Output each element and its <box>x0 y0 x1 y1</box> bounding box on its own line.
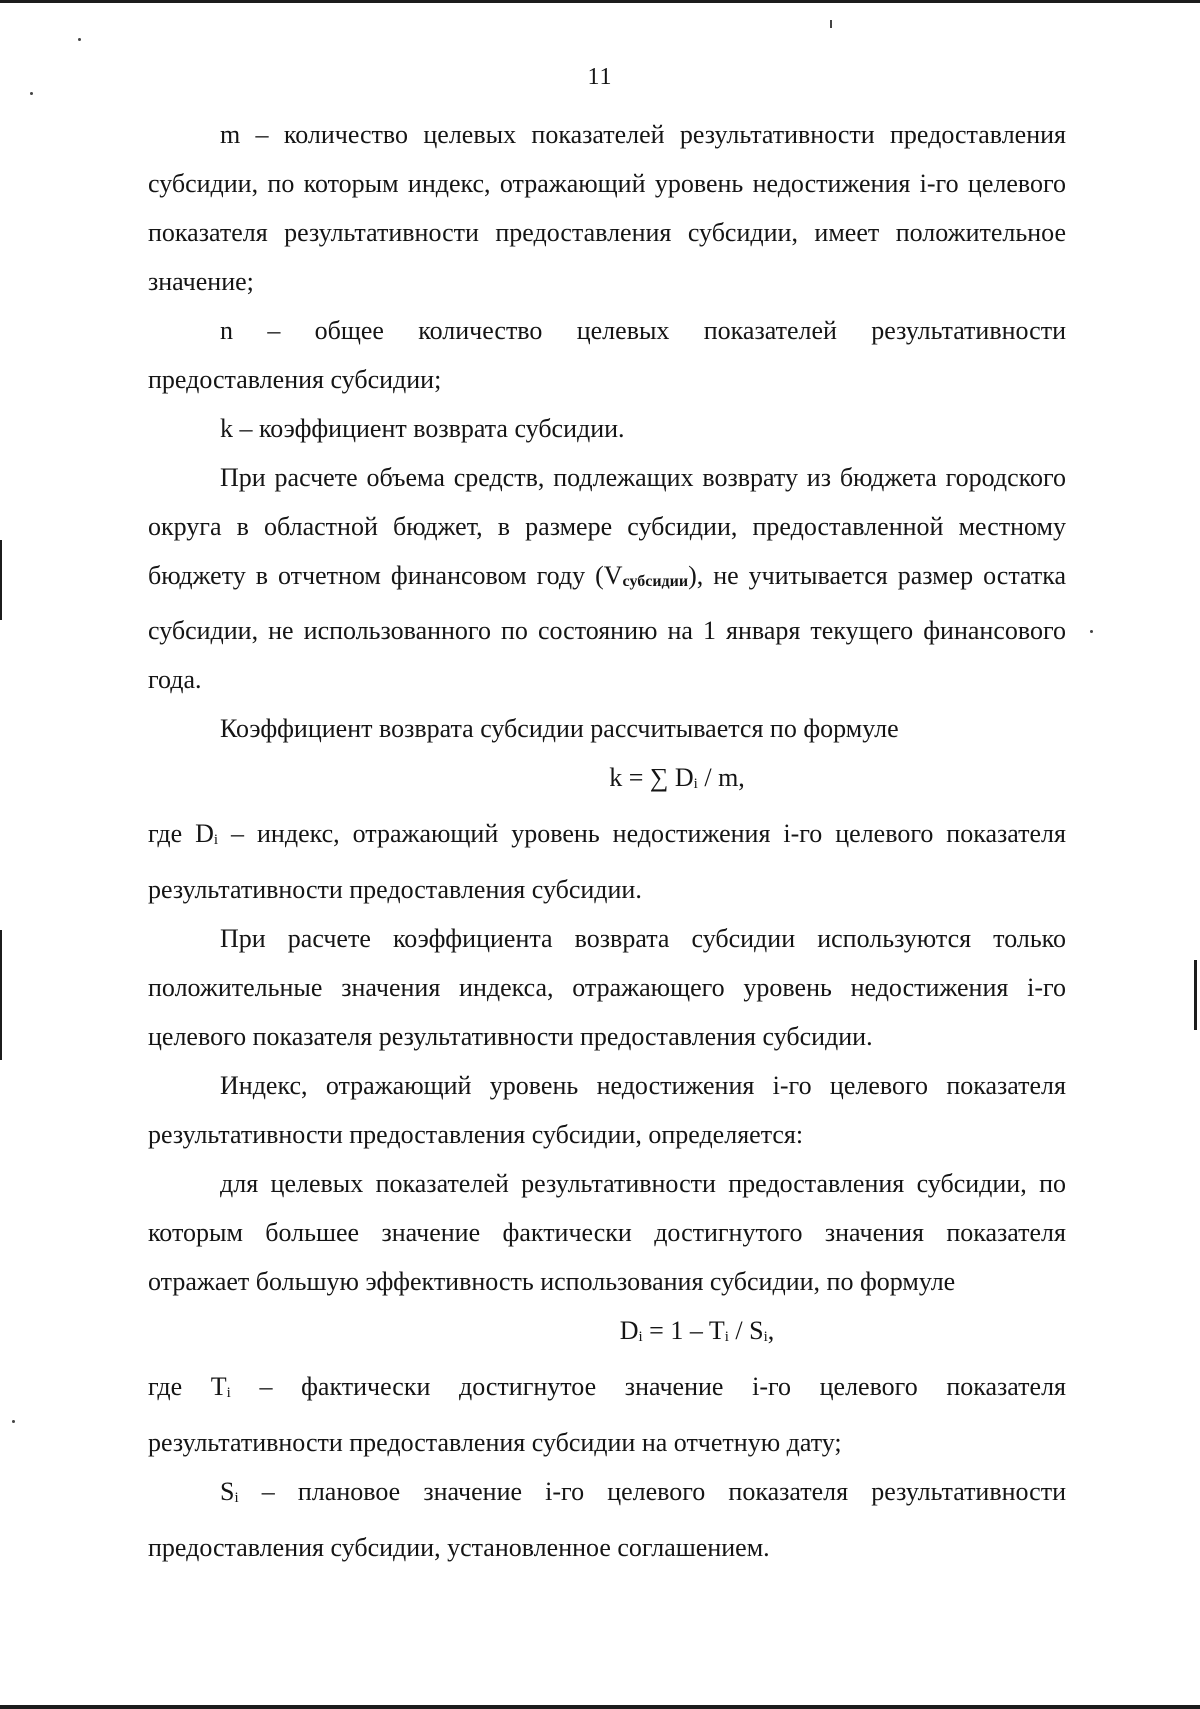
paragraph-text: где D <box>148 819 214 848</box>
paragraph-text: При расчете объема средств, подлежащих возврату из бюджета городского округа в областной бюджет, в размере субсидии, предоставленной местному бюджету в отчетном финансовом году (V <box>148 463 1066 590</box>
paragraph-text: – фактически достигнутое значение i-го целевого показателя результативности предоставления субсидии на отчетную дату; <box>148 1372 1066 1457</box>
paragraph-n-definition: n – общее количество целевых показателей результативности предоставления субсидии; <box>148 316 1066 394</box>
scan-speck <box>30 92 33 95</box>
scan-edge-left-mark-lower <box>0 930 2 1060</box>
paragraph-index-determined: Индекс, отражающий уровень недостижения i-го целевого показателя результативности предоставления субсидии, определяется: <box>148 1071 1066 1149</box>
paragraph-positive-values: При расчете коэффициента возврата субсидии используются только положительные значения индекса, отражающего уровень недостижения i-го целевого показателя результативности предоставления субсидии. <box>148 924 1066 1051</box>
document-body <box>148 110 1066 1572</box>
formula-k <box>148 753 1066 809</box>
paragraph-si-definition <box>148 1467 1066 1572</box>
scan-speck <box>1090 630 1093 633</box>
paragraph-m-definition: m – количество целевых показателей результативности предоставления субсидии, по которым индекс, отражающий уровень недостижения i-го целевого показателя результативности предоставления субсидии, имеет положительное значение; <box>148 120 1066 296</box>
paragraph-text: S <box>220 1477 235 1506</box>
formula-text: D <box>619 1316 639 1345</box>
page-number: 11 <box>587 64 613 90</box>
formula-text: k = ∑ D <box>609 763 694 792</box>
subscript: i <box>724 1329 729 1345</box>
subscript: i <box>763 1329 768 1345</box>
formula-text: = 1 – T <box>642 1316 725 1345</box>
paragraph-ti-definition <box>148 1362 1066 1467</box>
paragraph-target-indicators: для целевых показателей результативности предоставления субсидии, по которым большее значение фактически достигнутого значения показателя отражает большую эффективность использования субсидии, по формуле <box>148 1169 1066 1296</box>
paragraph-return-volume <box>148 453 1066 704</box>
formula-text: / S <box>728 1316 764 1345</box>
scan-edge-top <box>0 0 1200 3</box>
scan-edge-right-mark <box>1194 960 1197 1030</box>
subscript: i <box>234 1490 239 1506</box>
subscript: i <box>693 776 698 792</box>
scan-edge-left-mark <box>0 540 2 620</box>
formula-text: / m, <box>697 763 745 792</box>
subscript: i <box>638 1329 643 1345</box>
paragraph-text: ), не учитывается размер остатка субсидии, не использованного по состоянию на 1 января текущего финансового года. <box>148 561 1067 694</box>
subscript: субсидии <box>622 573 689 590</box>
scan-speck <box>830 20 832 28</box>
scan-speck <box>12 1420 15 1423</box>
paragraph-coefficient-intro: Коэффициент возврата субсидии рассчитывается по формуле <box>220 714 899 743</box>
scan-edge-bottom <box>0 1705 1200 1709</box>
scan-speck <box>78 38 81 41</box>
paragraph-di-definition <box>148 809 1066 914</box>
formula-text: , <box>767 1316 775 1345</box>
paragraph-text: где T <box>148 1372 227 1401</box>
subscript: i <box>226 1385 231 1401</box>
paragraph-text: – плановое значение i-го целевого показателя результативности предоставления субсидии, установленное соглашением. <box>148 1477 1066 1562</box>
paragraph-text: – индекс, отражающий уровень недостижения i-го целевого показателя результативности предоставления субсидии. <box>148 819 1066 904</box>
paragraph-k-definition: k – коэффициент возврата субсидии. <box>220 414 625 443</box>
subscript: i <box>213 832 219 848</box>
formula-di <box>148 1306 1066 1362</box>
